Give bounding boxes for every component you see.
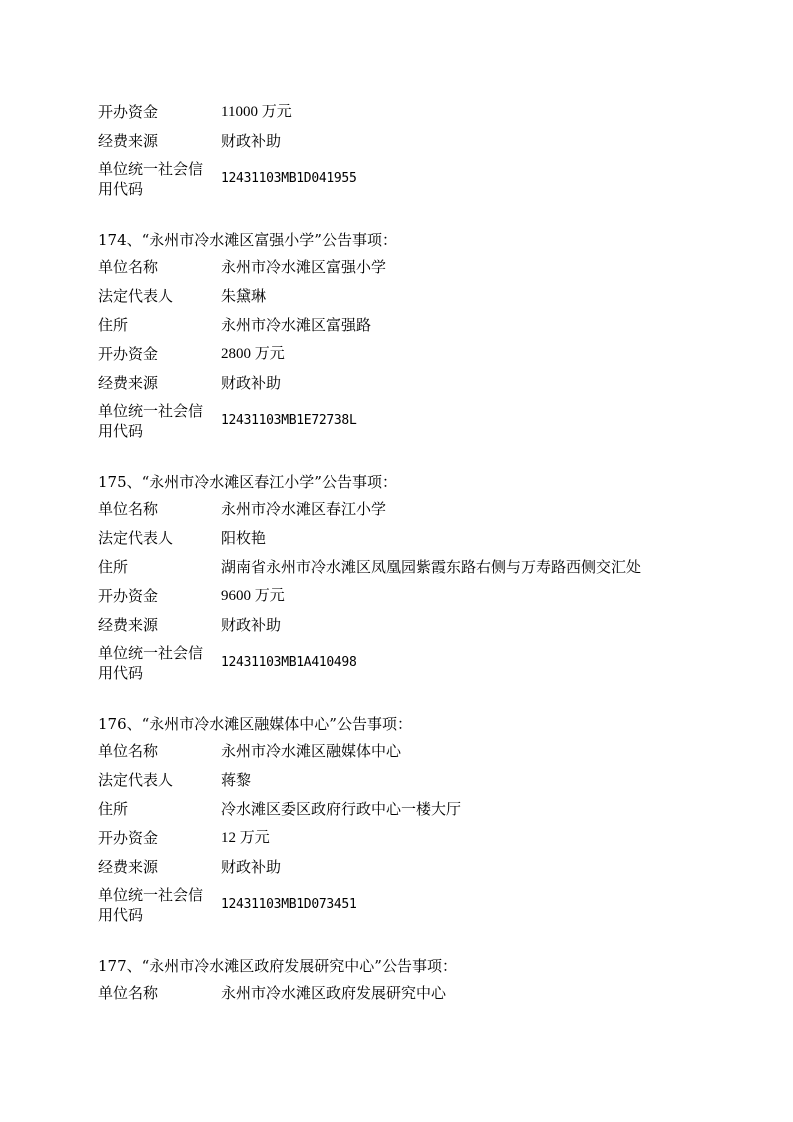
field-label: 单位统一社会信 (98, 644, 204, 662)
field-label: 单位名称 (98, 984, 159, 1002)
field-label: 单位统一社会信 (98, 886, 204, 904)
addr-row (98, 797, 778, 821)
field-label: 开办资金 (98, 587, 159, 605)
field-label: 法定代表人 (98, 771, 174, 789)
field-label: 用代码 (98, 180, 144, 198)
field-label: 开办资金 (98, 829, 159, 847)
field-value: 永州市冷水滩区春江小学 (221, 500, 387, 518)
field-label: 经费来源 (98, 858, 159, 876)
field-value: 蒋黎 (221, 771, 252, 789)
field-value: 11000 万元 (221, 104, 292, 120)
rep-row (98, 284, 778, 308)
field-value: 财政补助 (221, 132, 282, 150)
rep-row (98, 768, 778, 792)
name-row (98, 739, 778, 763)
field-label: 开办资金 (98, 103, 159, 121)
field-value: 财政补助 (221, 374, 282, 392)
source-row (98, 855, 778, 879)
rep-row (98, 526, 778, 550)
field-value: 阳枚艳 (221, 529, 267, 547)
source-row (98, 371, 778, 395)
name-row (98, 981, 778, 1005)
field-value: 12431103MB1A410498 (221, 655, 357, 670)
entry-heading: 177、“永州市冷水滩区政府发展研究中心”公告事项： (98, 957, 457, 975)
field-label: 法定代表人 (98, 287, 174, 305)
field-label: 用代码 (98, 664, 144, 682)
field-value: 12431103MB1D041955 (221, 171, 357, 186)
field-label: 单位名称 (98, 742, 159, 760)
field-label: 单位名称 (98, 500, 159, 518)
field-label: 经费来源 (98, 374, 159, 392)
name-row (98, 255, 778, 279)
field-value: 2800 万元 (221, 346, 285, 362)
field-value: 财政补助 (221, 858, 282, 876)
entry-heading: 174、“永州市冷水滩区富强小学”公告事项： (98, 231, 397, 249)
source-row (98, 613, 778, 637)
field-value: 湖南省永州市冷水滩区凤凰园紫霞东路右侧与万寿路西侧交汇处 (221, 558, 642, 576)
field-label: 经费来源 (98, 132, 159, 150)
field-label: 住所 (98, 558, 129, 576)
code-row (98, 399, 778, 443)
addr-row (98, 555, 778, 579)
field-label: 开办资金 (98, 345, 159, 363)
field-label: 单位统一社会信 (98, 402, 204, 420)
field-label: 住所 (98, 800, 129, 818)
field-label: 经费来源 (98, 616, 159, 634)
field-value: 永州市冷水滩区融媒体中心 (221, 742, 402, 760)
entry-heading: 176、“永州市冷水滩区融媒体中心”公告事项： (98, 715, 412, 733)
addr-row (98, 313, 778, 337)
code-row (98, 883, 778, 927)
field-value: 财政补助 (221, 616, 282, 634)
field-label: 法定代表人 (98, 529, 174, 547)
fund-row (98, 342, 778, 366)
entry-heading: 175、“永州市冷水滩区春江小学”公告事项： (98, 473, 397, 491)
field-label: 用代码 (98, 422, 144, 440)
field-value: 12431103MB1E72738L (221, 413, 357, 428)
fund-row (98, 826, 778, 850)
field-value: 朱黛琳 (221, 287, 267, 305)
prev-code-row (98, 157, 778, 201)
field-value: 9600 万元 (221, 588, 285, 604)
field-value: 永州市冷水滩区政府发展研究中心 (221, 984, 447, 1002)
field-label: 单位统一社会信 (98, 160, 204, 178)
field-value: 冷水滩区委区政府行政中心一楼大厅 (221, 800, 462, 818)
code-row (98, 641, 778, 685)
field-label: 单位名称 (98, 258, 159, 276)
fund-row (98, 584, 778, 608)
prev-source-row (98, 129, 778, 153)
field-value: 12431103MB1D073451 (221, 897, 357, 912)
prev-fund-row (98, 100, 778, 124)
field-label: 住所 (98, 316, 129, 334)
field-label: 用代码 (98, 906, 144, 924)
name-row (98, 497, 778, 521)
field-value: 永州市冷水滩区富强路 (221, 316, 372, 334)
field-value: 12 万元 (221, 830, 270, 846)
field-value: 永州市冷水滩区富强小学 (221, 258, 387, 276)
